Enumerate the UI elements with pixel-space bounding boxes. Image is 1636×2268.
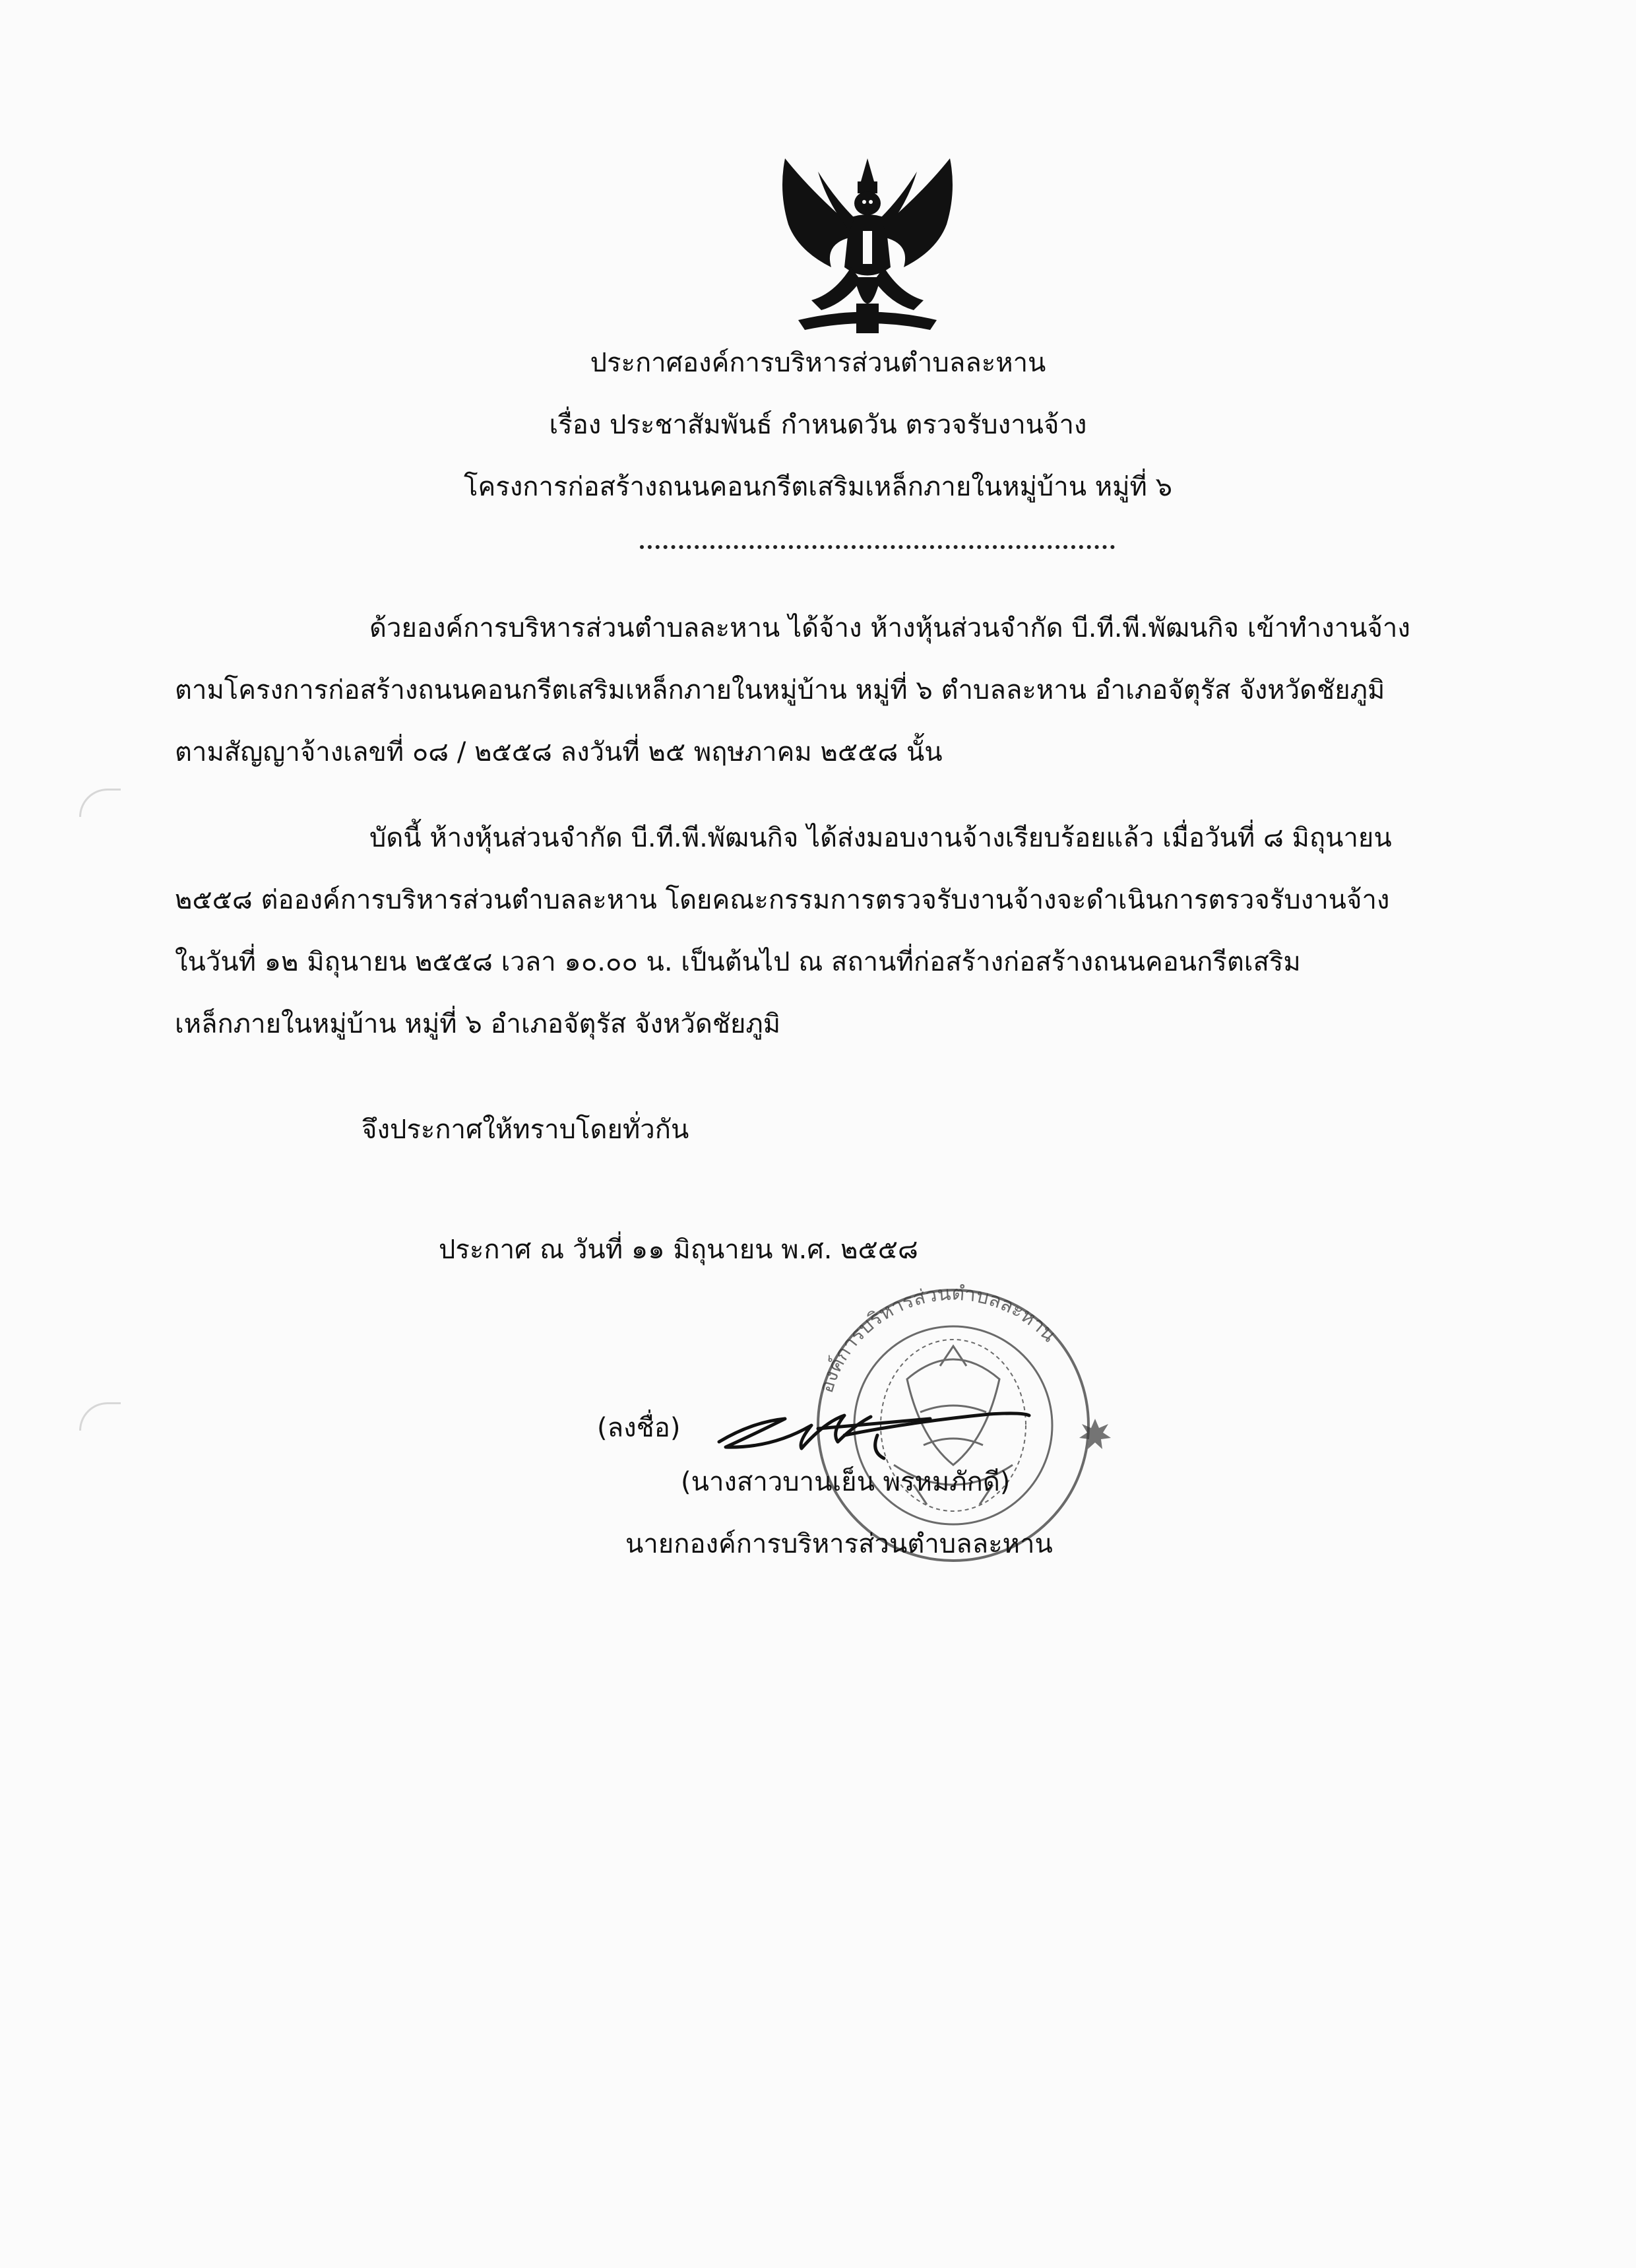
header-project: โครงการก่อสร้างถนนคอนกรีตเสริมเหล็กภายในหมู่บ้าน หมู่ที่ ๖: [464, 472, 1172, 502]
garuda-emblem: [772, 152, 963, 343]
paragraph-2-line-4: เหล็กภายในหมู่บ้าน หมู่ที่ ๖ อำเภอจัตุรัส จังหวัดชัยภูมิ: [175, 1009, 781, 1039]
header-line-1: ประกาศองค์การบริหารส่วนตำบลละหาน: [590, 348, 1046, 378]
paragraph-1-line-1: ด้วยองค์การบริหารส่วนตำบลละหาน ได้จ้าง ห้างหุ้นส่วนจำกัด บี.ที.พี.พัฒนกิจ เข้าทำงานจ้าง: [369, 613, 1410, 643]
signer-position: นายกองค์การบริหารส่วนตำบลละหาน: [625, 1529, 1053, 1559]
svg-text:องค์การบริหารส่วนตำบลละหาน: [815, 1281, 1061, 1396]
header-subject: เรื่อง ประชาสัมพันธ์ กำหนดวัน ตรวจรับงานจ้าง: [549, 410, 1087, 440]
announcement-date: ประกาศ ณ วันที่ ๑๑ มิถุนายน พ.ศ. ๒๕๕๘: [439, 1235, 918, 1265]
paragraph-2-line-2: ๒๕๕๘ ต่อองค์การบริหารส่วนตำบลละหาน โดยคณะกรรมการตรวจรับงานจ้างจะดำเนินการตรวจรับงานจ้าง: [175, 885, 1390, 915]
header-divider: [640, 545, 1115, 549]
paragraph-1-line-2: ตามโครงการก่อสร้างถนนคอนกรีตเสริมเหล็กภายในหมู่บ้าน หมู่ที่ ๖ ตำบลละหาน อำเภอจัตุรัส จังหวัดชัยภูมิ: [175, 675, 1385, 705]
paragraph-2-line-1: บัดนี้ ห้างหุ้นส่วนจำกัด บี.ที.พี.พัฒนกิจ ได้ส่งมอบงานจ้างเรียบร้อยแล้ว เมื่อวันที่ ๘ มิถุนายน: [369, 823, 1392, 853]
signer-name: (นางสาวบานเย็น พรหมภักดี): [681, 1467, 1011, 1497]
seal-text: องค์การบริหารส่วนตำบลละหาน: [814, 1281, 1061, 1396]
closing-statement: จึงประกาศให้ทราบโดยทั่วกัน: [362, 1115, 689, 1145]
punch-hole-mark: [79, 1402, 121, 1431]
signature-label: (ลงชื่อ): [597, 1413, 681, 1443]
paragraph-2-line-3: ในวันที่ ๑๒ มิถุนายน ๒๕๕๘ เวลา ๑๐.๐๐ น. เป็นต้นไป ณ สถานที่ก่อสร้างก่อสร้างถนนคอนกรีตเสริม: [175, 947, 1301, 977]
paragraph-1-line-3: ตามสัญญาจ้างเลขที่ ๐๘ / ๒๕๕๘ ลงวันที่ ๒๕ พฤษภาคม ๒๕๕๘ นั้น: [175, 737, 943, 767]
punch-hole-mark: [79, 789, 121, 817]
